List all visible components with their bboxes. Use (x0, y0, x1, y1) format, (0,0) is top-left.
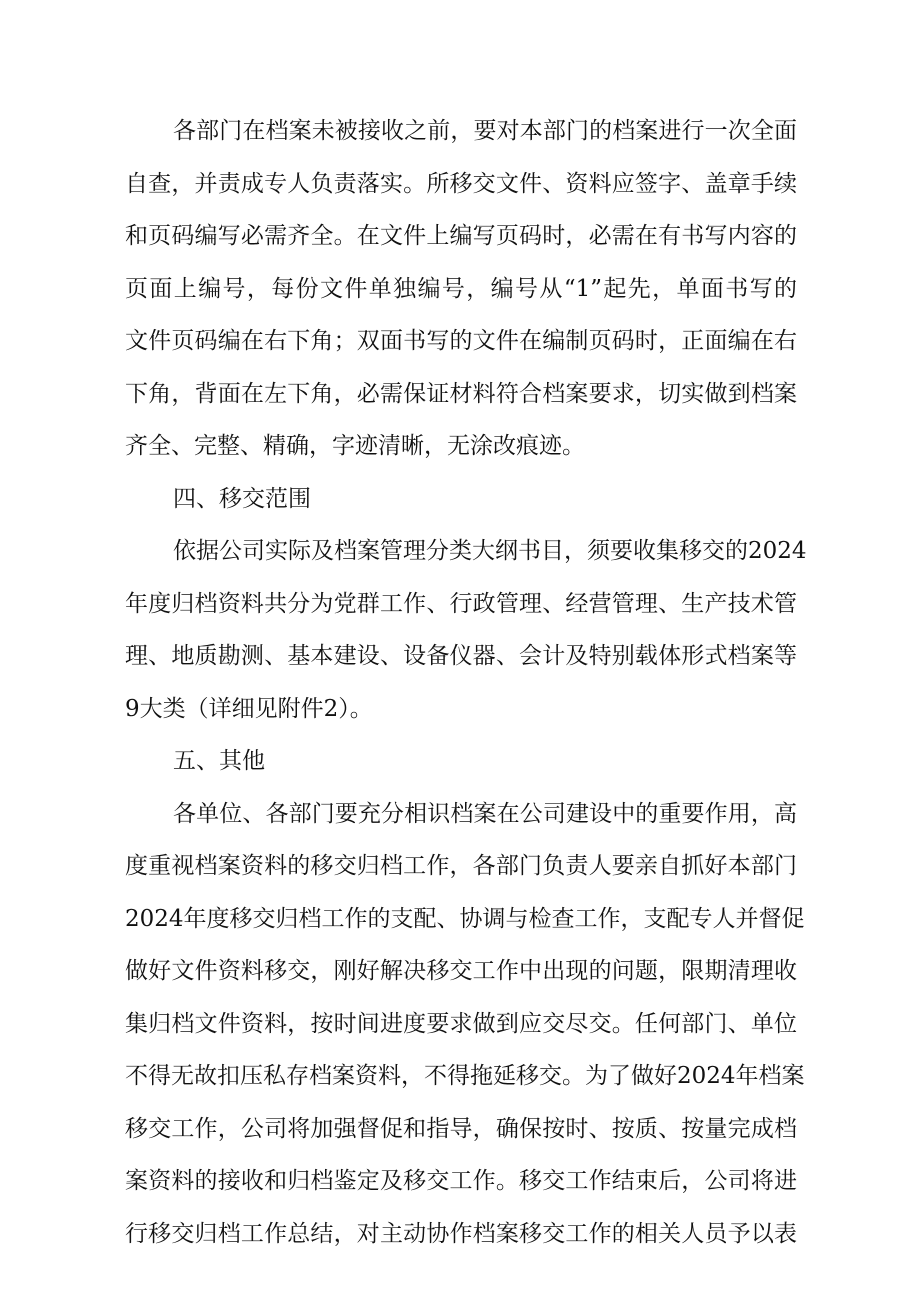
text-line: 做好文件资料移交，刚好解决移交工作中出现的问题，限期清理收 (125, 958, 797, 984)
section-heading-other (125, 735, 797, 788)
text-line: 下角，背面在左下角，必需保证材料符合档案要求，切实做到档案 (125, 380, 797, 407)
text-line: 齐全、完整、精确，字迹清晰，无涂改痕迹。 (125, 433, 585, 459)
text-line: 不得无故扣压私存档案资料，不得拖延移交。为了做好2024年档案 (125, 1063, 805, 1089)
text-line: 移交工作，公司将加强督促和指导，确保按时、按质、按量完成档 (125, 1115, 797, 1142)
text-line: 9大类（详细见附件2）。 (125, 695, 373, 722)
text-line: 依据公司实际及档案管理分类大纲书目，须要收集移交的2024 (173, 538, 807, 564)
text-line: 年度归档资料共分为党群工作、行政管理、经营管理、生产技术管 (125, 590, 797, 617)
text-line: 文件页码编在右下角；双面书写的文件在编制页码时，正面编在右 (125, 328, 797, 354)
paragraph-other (125, 788, 805, 1261)
text-line: 行移交归档工作总结，对主动协作档案移交工作的相关人员予以表 (125, 1220, 797, 1247)
section-heading: 五、其他 (173, 748, 265, 774)
text-line: 和页码编写必需齐全。在文件上编写页码时，必需在有书写内容的 (125, 223, 797, 249)
text-line: 自查，并责成专人负责落实。所移交文件、资料应签字、盖章手续 (125, 170, 797, 197)
text-line: 各单位、各部门要充分相识档案在公司建设中的重要作用，高 (173, 800, 797, 827)
paragraph-archive-self-check (125, 105, 797, 473)
document-body (125, 105, 807, 1260)
text-line: 案资料的接收和归档鉴定及移交工作。移交工作结束后，公司将进 (125, 1168, 797, 1194)
text-line: 集归档文件资料，按时间进度要求做到应交尽交。任何部门、单位 (125, 1010, 797, 1037)
text-line: 各部门在档案未被接收之前，要对本部门的档案进行一次全面 (173, 118, 797, 144)
section-heading: 四、移交范围 (173, 485, 311, 512)
text-line: 2024年度移交归档工作的支配、协调与检查工作，支配专人并督促 (125, 905, 805, 932)
text-line: 度重视档案资料的移交归档工作，各部门负责人要亲自抓好本部门 (125, 853, 797, 879)
section-heading-transfer-scope (125, 473, 797, 526)
text-line: 页面上编号，每份文件单独编号，编号从“1”起先，单面书写的 (125, 275, 797, 302)
text-line: 理、地质勘测、基本建设、设备仪器、会计及特别载体形式档案等 (125, 643, 797, 669)
paragraph-transfer-scope (125, 525, 807, 735)
